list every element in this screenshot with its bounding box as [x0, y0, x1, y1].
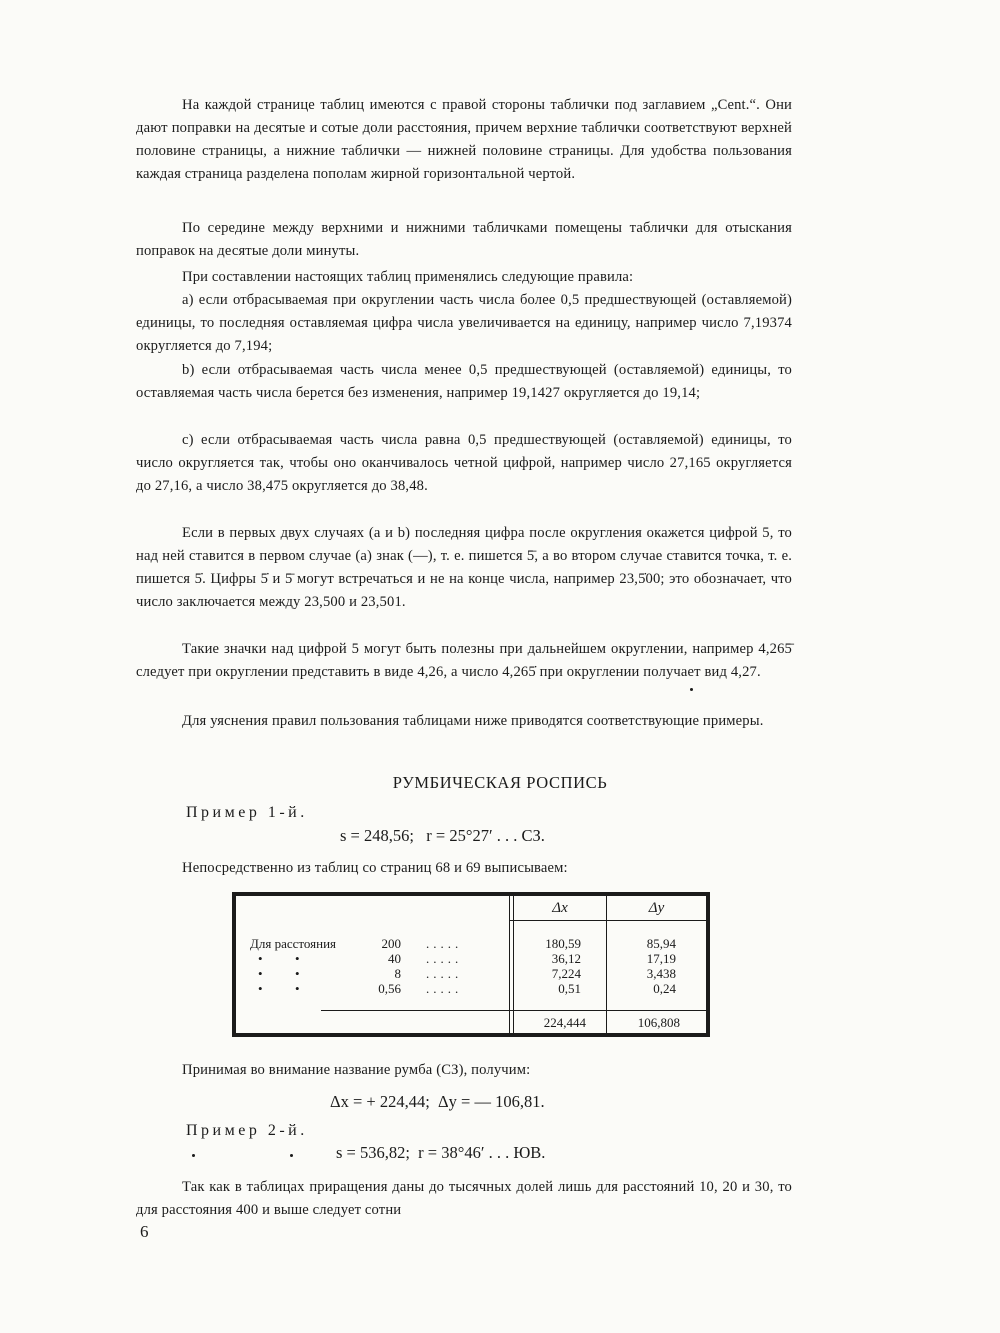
row-distance: 8	[394, 966, 401, 981]
paragraph-middle-tables: По середине между верхними и нижними табличками помещены таблички для отыскания поправок на десятые доли минуты.	[136, 220, 792, 259]
example-1-intro: Непосредственно из таблиц со страниц 68 и 69 выписываем:	[182, 860, 568, 876]
after-table-text: Принимая во внимание название румба (СЗ), получим:	[182, 1062, 531, 1078]
row-dx: 7,224	[551, 966, 581, 981]
increments-table	[232, 892, 710, 1037]
example-1-formula: s = 248,56; r = 25°27′ . . . СЗ.	[340, 826, 545, 845]
row-label: • •	[258, 981, 300, 996]
paragraph-marks: Такие значки над цифрой 5 могут быть полезны при дальнейшем округлении, например 4,265̄ следует при округлении представить в виде 4,26, а число 4,265̇ при округлении получает вид 4,27.	[136, 641, 792, 680]
total-dx: 224,444	[543, 1015, 586, 1030]
row-dx: 0,51	[558, 981, 581, 996]
paragraph-rules-intro: При составлении настоящих таблиц применялись следующие правила:	[182, 269, 634, 285]
row-dy: 0,24	[653, 981, 676, 996]
paragraph-fives: Если в первых двух случаях (a и b) последняя цифра после округления окажется цифрой 5, то над ней ставится в первом случае (a) знак (—), т. е. пишется 5̄, а во втором случае ставится точка, т. е. пишется 5̇. Цифры 5̇ и 5̄ могут встречаться и не на конце числа, например 23,5̇00; это обозначает, что число заключается между 23,500 и 23,501.	[136, 525, 792, 610]
paragraph-examples-intro: Для уяснения правил пользования таблицами ниже приводятся соответствующие примеры.	[182, 713, 764, 729]
total-dy: 106,808	[637, 1015, 680, 1030]
row-dy: 85,94	[646, 936, 676, 951]
row-distance: 40	[388, 951, 401, 966]
table-divider	[509, 896, 510, 1033]
section-title: РУМБИЧЕСКАЯ РОСПИСЬ	[392, 773, 608, 792]
paragraph-rule-b: b) если отбрасываемая часть числа менее 0,5 предшествующей (оставляемой) единицы, то оставляемая часть числа берется без изменения, например 19,1427 округляется до 19,14;	[136, 362, 792, 401]
example-2-label: Пример 2-й.	[186, 1122, 308, 1139]
table-total-rule	[321, 1010, 706, 1011]
speck	[192, 1154, 195, 1157]
example-2-formula: s = 536,82; r = 38°46′ . . . ЮВ.	[336, 1143, 546, 1162]
row-dx: 180,59	[545, 936, 581, 951]
paragraph-cent-tables: На каждой странице таблиц имеются с правой стороны таблички под заглавием „Cent.“. Они дают поправки на десятые и сотые доли расстояния, причем верхние таблички соответствуют верхней половине страницы, а нижние таблички — нижней половине страницы. Для удобства пользования каждая страница разделена пополам жирной горизонтальной чертой.	[136, 97, 792, 182]
row-label: • •	[258, 951, 300, 966]
leader-dots: .....	[426, 981, 463, 996]
row-label: • •	[258, 966, 300, 981]
paragraph-rule-a: a) если отбрасываемая при округлении часть числа более 0,5 предшествующей (оставляемой) единицы, то последняя оставляемая цифра числа увеличивается на единицу, например число 7,19374 округляется до 7,194;	[136, 292, 792, 354]
row-dy: 17,19	[646, 951, 676, 966]
paragraph-rule-c: с) если отбрасываемая часть числа равна 0,5 предшествующей (оставляемой) единицы, то число округляется так, чтобы оно оканчивалось четной цифрой, например число 27,165 округляется до 27,16, а число 38,475 округляется до 38,48.	[136, 432, 792, 494]
page-number: 6	[140, 1222, 149, 1241]
row-dy: 3,438	[646, 966, 676, 981]
leader-dots: .....	[426, 951, 463, 966]
row-dx: 36,12	[551, 951, 581, 966]
example-1-label: Пример 1-й.	[186, 804, 308, 821]
row-distance: 200	[381, 936, 401, 951]
header-dy: Δy	[648, 900, 665, 916]
speck	[690, 688, 693, 691]
leader-dots: .....	[426, 936, 463, 951]
table-header-rule	[509, 920, 706, 921]
result-formula: Δx = + 224,44; Δy = — 106,81.	[330, 1092, 545, 1111]
leader-dots: .....	[426, 966, 463, 981]
header-dx: Δx	[552, 900, 568, 916]
row-label: Для расстояния	[250, 936, 337, 951]
speck	[290, 1154, 293, 1157]
row-distance: 0,56	[378, 981, 401, 996]
closing-paragraph: Так как в таблицах приращения даны до тысячных долей лишь для расстояний 10, 20 и 30, то для расстояния 400 и выше следует сотни	[136, 1179, 792, 1218]
